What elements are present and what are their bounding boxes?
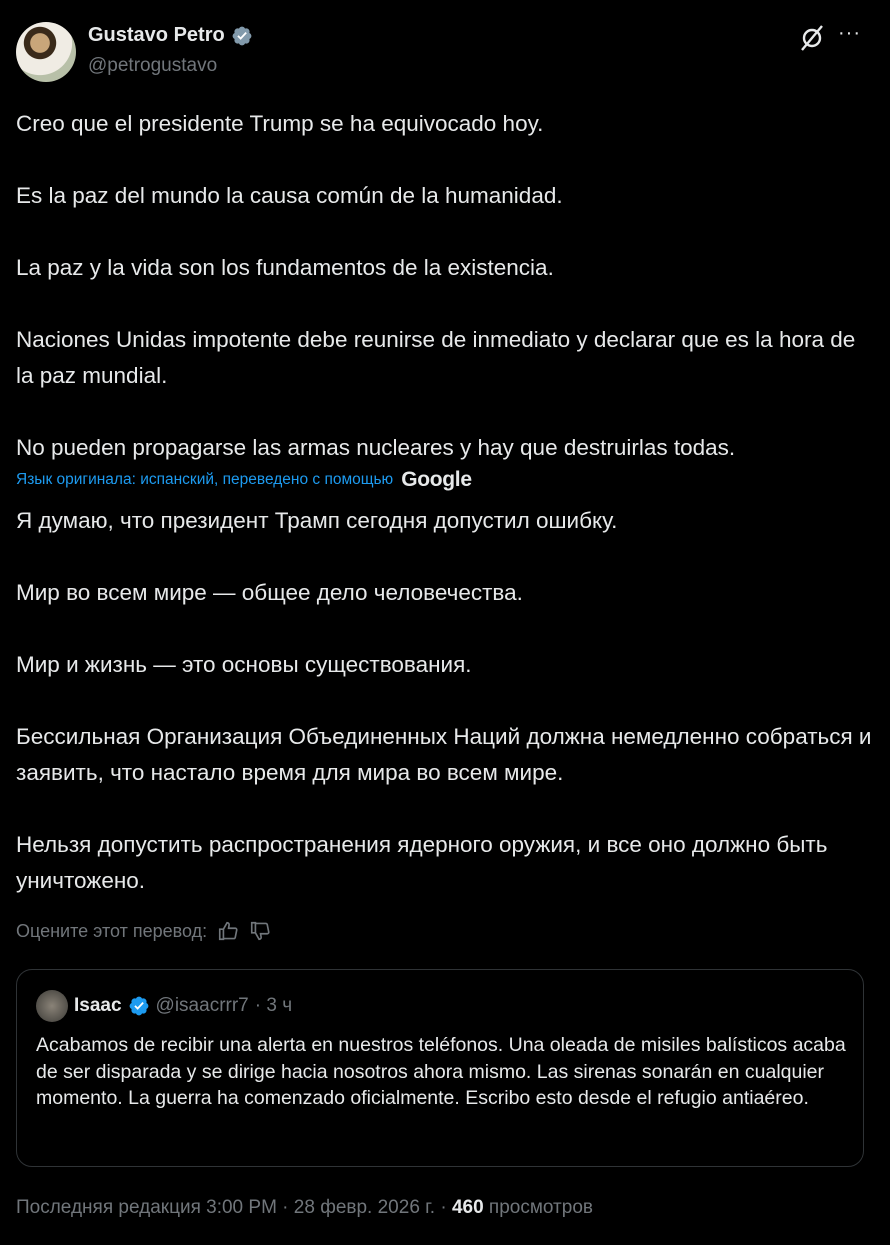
translation-note-text[interactable]: Язык оригинала: испанский, переведено с помощью bbox=[16, 471, 394, 488]
tweet-original-text: Creo que el presidente Trump se ha equivocado hoy. Es la paz del mundo la causa común de la humanidad. La paz y la vida son los fundamentos de la existencia. Naciones Unidas impotente debe reunirse de inmediato y declarar que es la hora de la paz mundial. No pueden propagarse las armas nucleares y hay que destruirlas todas. bbox=[16, 111, 856, 460]
author-name[interactable]: Gustavo Petro bbox=[88, 24, 225, 46]
quoted-tweet-header bbox=[36, 990, 292, 1022]
author-avatar[interactable] bbox=[16, 22, 76, 82]
thumbs-up-icon[interactable] bbox=[217, 920, 239, 942]
rate-translation bbox=[16, 920, 271, 942]
author-handle[interactable]: @petrogustavo bbox=[88, 55, 218, 76]
verified-blue-icon bbox=[128, 995, 150, 1017]
edited-timestamp[interactable]: Последняя редакция 3:00 PM · 28 февр. 2026 г. · bbox=[16, 1197, 452, 1218]
author-name-row[interactable] bbox=[88, 24, 253, 47]
quoted-author-handle: @isaacrrr7 bbox=[155, 995, 249, 1016]
translation-note bbox=[16, 468, 472, 492]
grok-icon[interactable] bbox=[798, 24, 826, 52]
rate-translation-label: Оцените этот перевод: bbox=[16, 920, 208, 941]
quoted-author-name: Isaac bbox=[74, 995, 122, 1016]
verified-gray-icon bbox=[231, 25, 253, 47]
thumbs-down-icon[interactable] bbox=[249, 920, 271, 942]
tweet-metadata bbox=[16, 1197, 593, 1219]
quoted-author-avatar bbox=[36, 990, 68, 1022]
view-count: 460 bbox=[451, 1197, 484, 1218]
quoted-tweet[interactable] bbox=[16, 969, 864, 1167]
views-label: просмотров bbox=[483, 1197, 593, 1218]
quoted-tweet-time: · 3 ч bbox=[254, 995, 293, 1016]
tweet-translated-text: Я думаю, что президент Трамп сегодня допустил ошибку. Мир во всем мире — общее дело человечества. Мир и жизнь — это основы существования. Бессильная Организация Объединенных Наций должна немедленно собраться и заявить, что настало время для мира во всем мире. Нельзя допустить распространения ядерного оружия, и все оно должно быть уничтожено. bbox=[16, 508, 872, 893]
google-logo: Google bbox=[401, 468, 472, 491]
quoted-tweet-text: Acabamos de recibir una alerta en nuestros teléfonos. Una oleada de misiles balísticos acaba de ser disparada y se dirige hacia nosotros ahora mismo. Las sirenas sonarán en cualquier momento. La guerra ha comenzado oficialmente. Escribo esto desde el refugio antiaéreo. bbox=[36, 1034, 846, 1109]
more-options-button[interactable]: ··· bbox=[838, 22, 861, 44]
